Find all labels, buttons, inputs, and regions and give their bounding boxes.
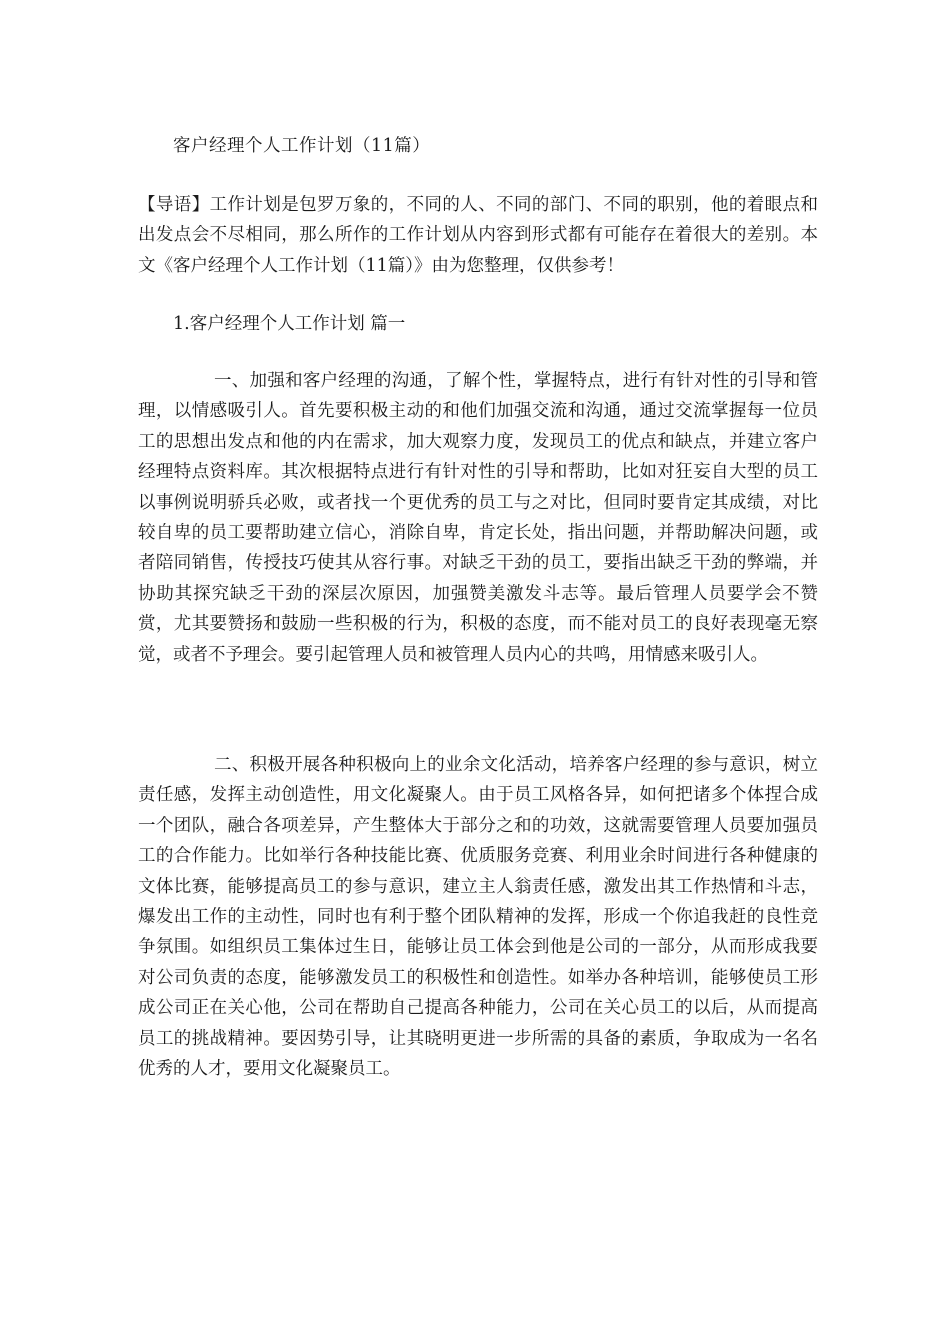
document-title: 客户经理个人工作计划（11篇） <box>173 136 431 156</box>
body-paragraph-1: 一、加强和客户经理的沟通，了解个性，掌握特点，进行有针对性的引导和管理，以情感吸引人。首先要积极主动的和他们加强交流和沟通，通过交流掌握每一位员工的思想出发点和他的内在需求，加大观察力度，发现员工的优点和缺点，并建立客户经理特点资料库。其次根据特点进行有针对性的引导和帮助，比如对狂妄自大型的员工以事例说明骄兵必败，或者找一个更优秀的员工与之对比，但同时要肯定其成绩，对比较自卑的员工要帮助建立信心，消除自卑，肯定长处，指出问题，并帮助解决问题，或者陪同销售，传授技巧使其从容行事。对缺乏干劲的员工，要指出缺乏干劲的弊端，并协助其探究缺乏干劲的深层次原因，加强赞美激发斗志等。最后管理人员要学会不赞赏，尤其要赞扬和鼓励一些积极的行为，积极的态度，而不能对员工的良好表现毫无察觉，或者不予理会。要引起管理人员和被管理人员内心的共鸣，用情感来吸引人。 <box>138 371 818 665</box>
body-paragraph-2: 二、积极开展各种积极向上的业余文化活动，培养客户经理的参与意识，树立责任感，发挥主动创造性，用文化凝聚人。由于员工风格各异，如何把诸多个体捏合成一个团队，融合各项差异，产生整体大于部分之和的功效，这就需要管理人员要加强员工的合作能力。比如举行各种技能比赛、优质服务竞赛、利用业余时间进行各种健康的文体比赛，能够提高员工的参与意识，建立主人翁责任感，激发出其工作热情和斗志，爆发出工作的主动性，同时也有利于整个团队精神的发挥，形成一个你追我赶的良性竞争氛围。如组织员工集体过生日，能够让员工体会到他是公司的一部分，从而形成我要对公司负责的态度，能够激发员工的积极性和创造性。如举办各种培训，能够使员工形成公司正在关心他，公司在帮助自己提高各种能力，公司在关心员工的以后，从而提高员工的挑战精神。要因势引导，让其晓明更进一步所需的具备的素质，争取成为一名名优秀的人才，要用文化凝聚员工。 <box>138 755 818 1080</box>
intro-paragraph: 【导语】工作计划是包罗万象的，不同的人、不同的部门、不同的职别，他的着眼点和出发点会不尽相同，那么所作的工作计划从内容到形式都有可能存在着很大的差别。本文《客户经理个人工作计划（11篇）》由为您整理，仅供参考！ <box>138 195 818 276</box>
section-heading: 1.客户经理个人工作计划 篇一 <box>173 314 406 334</box>
